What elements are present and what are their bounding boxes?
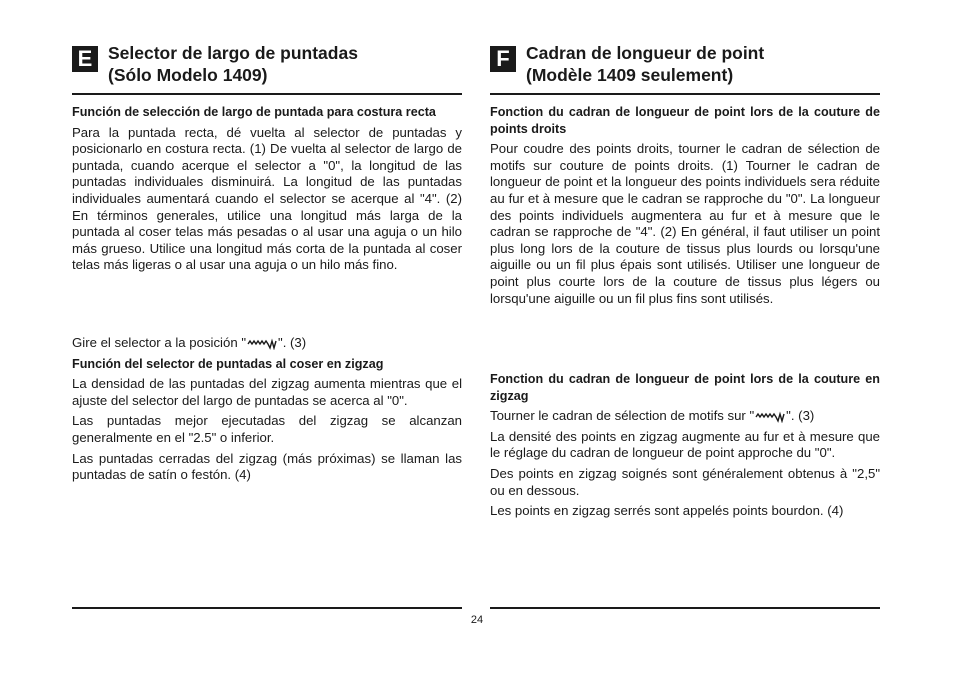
subheading-zigzag: Función del selector de puntadas al coser en zigzag	[72, 356, 384, 371]
paragraph-zigzag-satin: Las puntadas cerradas del zigzag (más próximas) se llaman las puntadas de satín o festón. (4)	[72, 450, 462, 483]
bottom-divider	[490, 607, 880, 609]
paragraph-zigzag-bourdon: Les points en zigzag serrés sont appelés points bourdon. (4)	[490, 503, 844, 519]
top-divider	[490, 93, 880, 95]
subheading-straight: Función de selección de largo de puntada para costura recta	[72, 105, 436, 119]
instruction-text-pre: Gire el selector a la posición "	[72, 335, 247, 350]
language-badge-f: F	[490, 46, 516, 72]
language-badge-e: E	[72, 46, 98, 72]
zigzag-stitch-icon	[755, 411, 785, 423]
paragraph-zigzag-quality: Las puntadas mejor ejecutadas del zigzag se alcanzan generalmente en el "2.5" o inferior.	[72, 413, 462, 445]
zigzag-instruction	[490, 408, 880, 425]
zigzag-instruction	[72, 335, 462, 352]
instruction-text-pre: Tourner le cadran de sélection de motifs sur "	[490, 408, 755, 424]
page-number: 24	[470, 614, 484, 626]
instruction-text-post: ". (3)	[786, 408, 815, 424]
paragraph-zigzag-density: La densidad de las puntadas del zigzag aumenta mientras que el ajuste del selector del largo de puntadas se acerca al "0".	[72, 376, 462, 408]
subheading-zigzag: Fonction du cadran de longueur de point lors de la couture en zigzag	[490, 372, 880, 403]
straight-stitch-section-es	[72, 104, 462, 274]
section-title-es	[108, 42, 358, 86]
paragraph-straight: Para la puntada recta, dé vuelta al selector de puntadas y posicionarlo en costura recta. (1) De vuelta al selector de largo de puntada, cuando acerque el selector a "0", la longitud de las puntadas individuales disminuirá. La longitud de las puntadas individuales aumentará cuando el selector se acerque al "4". (2) En términos generales, utilice una longitud más larga de la puntada al coser telas más pesadas o al usar una aguja o un hilo más grueso. Utilice una longitud más corta de la puntada al coser telas más ligeras o al usar una aguja o un hilo más fino.	[72, 124, 462, 273]
paragraph-zigzag-quality: Des points en zigzag soignés sont généralement obtenus à "2,5" ou en dessous.	[490, 465, 880, 498]
section-title-fr	[526, 42, 764, 86]
paragraph-straight: Pour coudre des points droits, tourner le cadran de sélection de motifs sur couture de points droits. (1) Tourner le cadran de longueur de point et la longueur des points individuels sera réduite au fur et à mesure que le cadran se rapproche du "0". La longueur des points individuels augmentera au fur et à mesure que le cadran se rapproche de "4". (2) En général, il faut utiliser un point plus long lors de la couture de tissus plus lourds ou lorsqu'une aiguille ou un fil plus épais sont utilisés. Utiliser une longueur de point plus courte lors de la couture de tissus plus légers ou lorsqu'une aiguille ou un fil plus fins sont utilisés.	[490, 141, 880, 306]
top-divider	[72, 93, 462, 95]
straight-stitch-section-fr	[490, 104, 880, 307]
title-line-1: Cadran de longueur de point	[526, 43, 765, 63]
title-line-2: (Modèle 1409 seulement)	[526, 65, 734, 85]
bottom-divider	[72, 607, 462, 609]
zigzag-section-es	[72, 335, 462, 484]
paragraph-zigzag-density: La densité des points en zigzag augmente au fur et à mesure que le réglage du cadran de longueur de point approche du "0".	[490, 428, 880, 461]
instruction-text-post: ". (3)	[278, 335, 307, 350]
subheading-straight: Fonction du cadran de longueur de point lors de la couture de points droits	[490, 105, 880, 136]
zigzag-section-fr	[490, 371, 880, 520]
zigzag-stitch-icon	[247, 338, 277, 350]
title-line-1: Selector de largo de puntadas	[108, 43, 358, 63]
title-line-2: (Sólo Modelo 1409)	[108, 65, 268, 85]
